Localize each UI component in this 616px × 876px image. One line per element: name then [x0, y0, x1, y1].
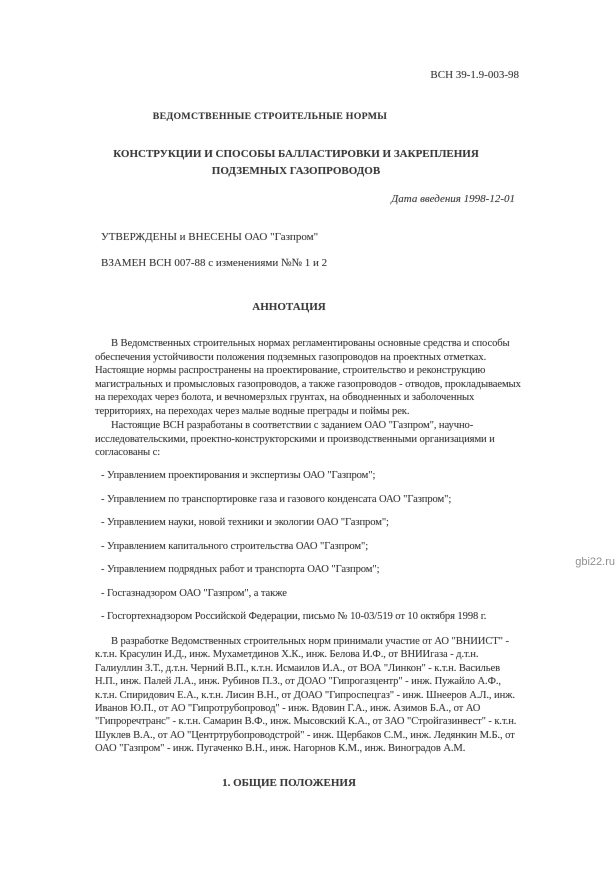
doc-number: ВСН 39-1.9-003-98	[430, 69, 519, 81]
agreed-organizations-list	[101, 469, 527, 634]
text-line: Настоящие нормы распространены на проектирование, строительство и реконструкцию	[95, 365, 486, 377]
list-item: - Управлением капитального строительства ОАО "Газпром";	[101, 540, 369, 552]
text-line: на переходах через болота, и вечномерзлых грунтах, на обводненных и заболоченных	[95, 392, 475, 404]
effective-date: Дата введения 1998-12-01	[391, 193, 515, 205]
list-item: - Госгортехнадзором Российской Федерации, письмо № 10-03/519 от 10 октября 1998 г.	[101, 611, 487, 622]
document-category-heading: ВЕДОМСТВЕННЫЕ СТРОИТЕЛЬНЫЕ НОРМЫ	[152, 111, 388, 122]
text-line: Настоящие ВСН разработаны в соответствии с заданием ОАО "Газпром", научно-	[111, 420, 474, 431]
text-line: обеспечения устойчивости положения подземных газопроводов на проектных отметках.	[95, 351, 487, 363]
list-item: - Управлением по транспортировке газа и газового конденсата ОАО "Газпром";	[101, 493, 452, 505]
annotation-paragraph-2	[95, 419, 527, 460]
text-line: Иванов Ю.П., от АО "Гипротрубопровод" - инж. Вдовин Г.А., инж. Азимов Б.А., от АО	[95, 702, 481, 714]
text-line: В Ведомственных строительных нормах регламентированы основные средства и способы	[111, 338, 510, 349]
text-line: исследовательскими, проектно-конструкторскими и производственными организациями и	[95, 433, 495, 445]
annotation-heading: АННОТАЦИЯ	[252, 301, 326, 313]
text-line: Шуклев В.А., от АО "Центртрубопроводстрой" - инж. Щербаков С.М., инж. Ледянкин М.Б., от	[95, 729, 515, 741]
text-line: территориях, на переходах через малые водные преграды и поймы рек.	[95, 405, 410, 417]
section-1-heading: 1. ОБЩИЕ ПОЛОЖЕНИЯ	[222, 777, 356, 789]
list-item: - Управлением проектирования и экспертизы ОАО "Газпром";	[101, 470, 376, 481]
list-item: - Управлением науки, новой техники и экологии ОАО "Газпром";	[101, 517, 389, 528]
document-title-line: КОНСТРУКЦИИ И СПОСОБЫ БАЛЛАСТИРОВКИ И ЗАКРЕПЛЕНИЯ	[113, 148, 479, 160]
text-line: В разработке Ведомственных строительных норм принимали участие от АО "ВНИИСТ" -	[111, 636, 509, 647]
replaces-line: ВЗАМЕН ВСН 007-88 с изменениями №№ 1 и 2	[101, 257, 328, 269]
text-line: "Гипроречтранс" - к.т.н. Самарин В.Ф., инж. Мысовский К.А., от ЗАО "Стройгазинвест" - к.т.н.	[95, 716, 517, 728]
developers-paragraph	[95, 635, 527, 756]
text-line: к.т.н. Красулин И.Д., инж. Мухаметдинов Х.К., инж. Белова И.Ф., от ВНИИгаза - д.т.н.	[95, 649, 479, 661]
list-item: - Управлением подрядных работ и транспорта ОАО "Газпром";	[101, 564, 380, 575]
text-line: согласованы с:	[95, 447, 161, 459]
text-line: Н.П., инж. Палей Л.А., инж. Рубинов П.З., от ДОАО "Гипрогазцентр" - инж. Пужайло А.Ф.,	[95, 676, 501, 688]
text-line: магистральных и промысловых газопроводов, а также газопроводов - отводов, прокладываемых	[95, 378, 521, 390]
site-watermark: gbi22.ru	[575, 556, 615, 568]
list-item: - Госгазнадзором ОАО "Газпром", а также	[101, 587, 287, 599]
document-title	[0, 146, 592, 180]
document-title-line: ПОДЗЕМНЫХ ГАЗОПРОВОДОВ	[211, 165, 381, 177]
approved-line: УТВЕРЖДЕНЫ и ВНЕСЕНЫ ОАО "Газпром"	[101, 231, 319, 243]
text-line: ОАО "Газпром" - инж. Пугаченко В.Н., инж. Нагорнов К.М., инж. Виноградов А.М.	[95, 743, 466, 755]
annotation-paragraph-1	[95, 337, 527, 419]
text-line: Галиуллин З.Т., д.т.н. Черний В.П., к.т.н. Исмаилов И.А., от ВОА "Линкон" - к.т.н. Васильев	[95, 662, 500, 674]
text-line: к.т.н. Спиридович Е.А., к.т.н. Лисин В.Н., от ДОАО "Гипроспецгаз" - инж. Шнееров А.Л., инж.	[95, 689, 515, 701]
